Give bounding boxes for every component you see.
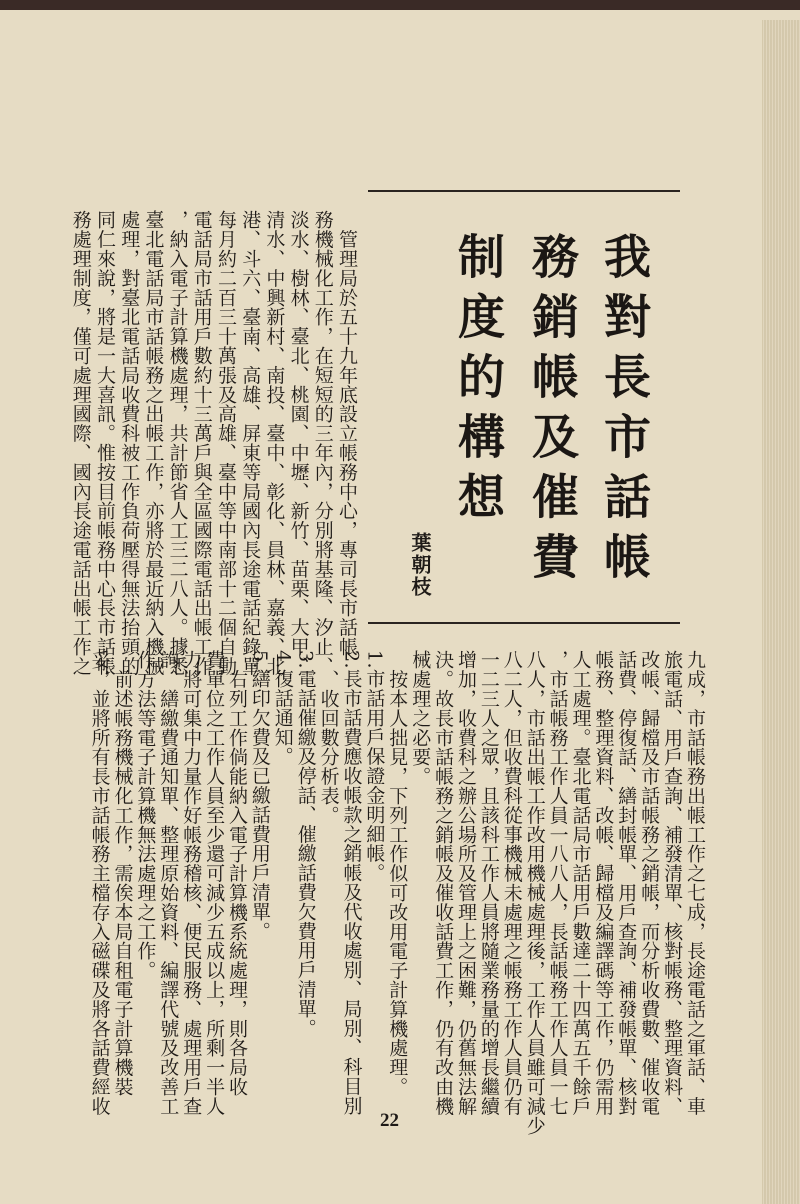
text-column: 電話局市話用戶數約十三萬戶與全區國際電話出帳工作: [190, 210, 213, 676]
text-column: 妥，並將所有長市話帳務主檔存入磁碟及將各話費經收: [88, 650, 111, 1116]
text-column: 務機械化工作，在短短的三年內，分別將基隆、汐止、: [311, 210, 334, 676]
text-column: 帳務、整理資料、改帳、歸檔及編譯碼等工作，仍需用: [592, 650, 615, 1116]
text-column: 臺北電話局市話帳務之出帳工作，亦將於最近納入機械: [142, 210, 165, 676]
text-column: 作方法等電子計算機無法處理之工作。: [134, 650, 157, 980]
text-column: 淡水、樹林、臺北、桃園、中壢、新竹、苗栗、大甲、: [287, 210, 310, 676]
text-column: 械處理之必要。: [409, 650, 432, 786]
title-box: [368, 190, 680, 624]
title-line-2: 務銷帳及催費: [524, 232, 579, 592]
text-column: 4.復話通知。: [271, 650, 294, 766]
text-column: 、收回數分析表。: [317, 650, 340, 825]
text-column: 前述帳務機械化工作，需俟本局自租電子計算機裝: [111, 650, 134, 1097]
page-number: 22: [380, 1110, 399, 1131]
text-column: 右列工作倘能納入電子計算機系統處理，則各局收: [226, 650, 248, 1097]
text-column: 處理，對臺北電話局收費科被工作負荷壓得無法抬頭的: [118, 210, 141, 676]
text-column: 九成，市話帳務出帳工作之七成，長途電話之軍話、車: [684, 650, 706, 1116]
text-column: 一二三人之眾，且該科工作人員將隨業務量的增長繼續: [477, 650, 500, 1116]
text-column: 費單位之工作人員至少還可減少五成以上，所剩一半人: [203, 650, 226, 1116]
text-column: 詢、繕繳費通知單、整理原始資料、編譯代號及改善工: [157, 650, 180, 1116]
text-column: 2.長市話費應收帳款之銷帳及代收處別、局別、科目別: [340, 650, 363, 1116]
author-name: 葉朝枝: [408, 532, 432, 598]
text-column: 決。故長市話帳務之銷帳及催收話費工作，仍有改由機: [432, 650, 455, 1116]
title-line-3: 制度的構想: [450, 232, 505, 532]
text-column: 旅電話、用戶查詢、補發清單、核對帳務、整理資料、: [661, 650, 684, 1116]
text-column: ，市話帳務工作人員一八八人，長話帳務工作人員一七: [546, 650, 569, 1116]
text-column: 管理局於五十九年底設立帳務中心，專司長市話帳: [336, 210, 358, 657]
text-column: 5.繕印欠費及已繳話費用戶清單。: [248, 650, 271, 941]
text-column: 人工處理。臺北電話局市話用戶數達二十四萬五千餘戶: [569, 650, 592, 1116]
page-stack-edge: [762, 20, 800, 1204]
text-column: ，納入電子計算機處理，共計節省人工三二八人。據悉: [166, 210, 189, 676]
text-column: 八二人，但收費科從事機械未處理之帳務工作人員仍有: [500, 650, 523, 1116]
text-column: 港、斗六、臺南、高雄、屏東等局國內長途電話紀錄單: [239, 210, 262, 676]
title-line-1: 我對長市話帳: [596, 232, 651, 592]
text-column: 務處理制度，僅可處理國際、國內長途電話出帳工作之: [69, 210, 92, 676]
text-column: 清水、中興新村、南投、臺中、彰化、員林、嘉義、北: [263, 210, 286, 676]
text-column: 3.電話催繳及停話、催繳話費欠費用戶清單。: [294, 650, 317, 1038]
text-column: 力將可集中力量作好帳務稽核、便民服務、處理用戶查: [180, 650, 203, 1116]
text-column: 八人，市話出帳工作改用機械處理後，工作人員雖可減少: [523, 650, 546, 1135]
text-column: 話費、停復話、繕封帳單、用戶查詢、補發帳單、核對: [615, 650, 638, 1116]
text-column: 1.市話用戶保證金明細帳。: [363, 650, 386, 883]
text-column: 按本人拙見，下列工作似可改用電子計算機處理。: [386, 650, 409, 1097]
text-column: 改帳、歸檔及市話帳務之銷帳，而分析收費數、催收電: [638, 650, 661, 1116]
text-column: 增加，收費科之辦公場所及管理上之困難，仍舊無法解: [455, 650, 477, 1116]
text-column: 每月約二百三十萬張及高雄、臺中等中南部十二個自動: [215, 210, 237, 676]
text-column: 同仁來說，將是一大喜訊。惟按目前帳務中心長市話帳: [94, 210, 116, 676]
